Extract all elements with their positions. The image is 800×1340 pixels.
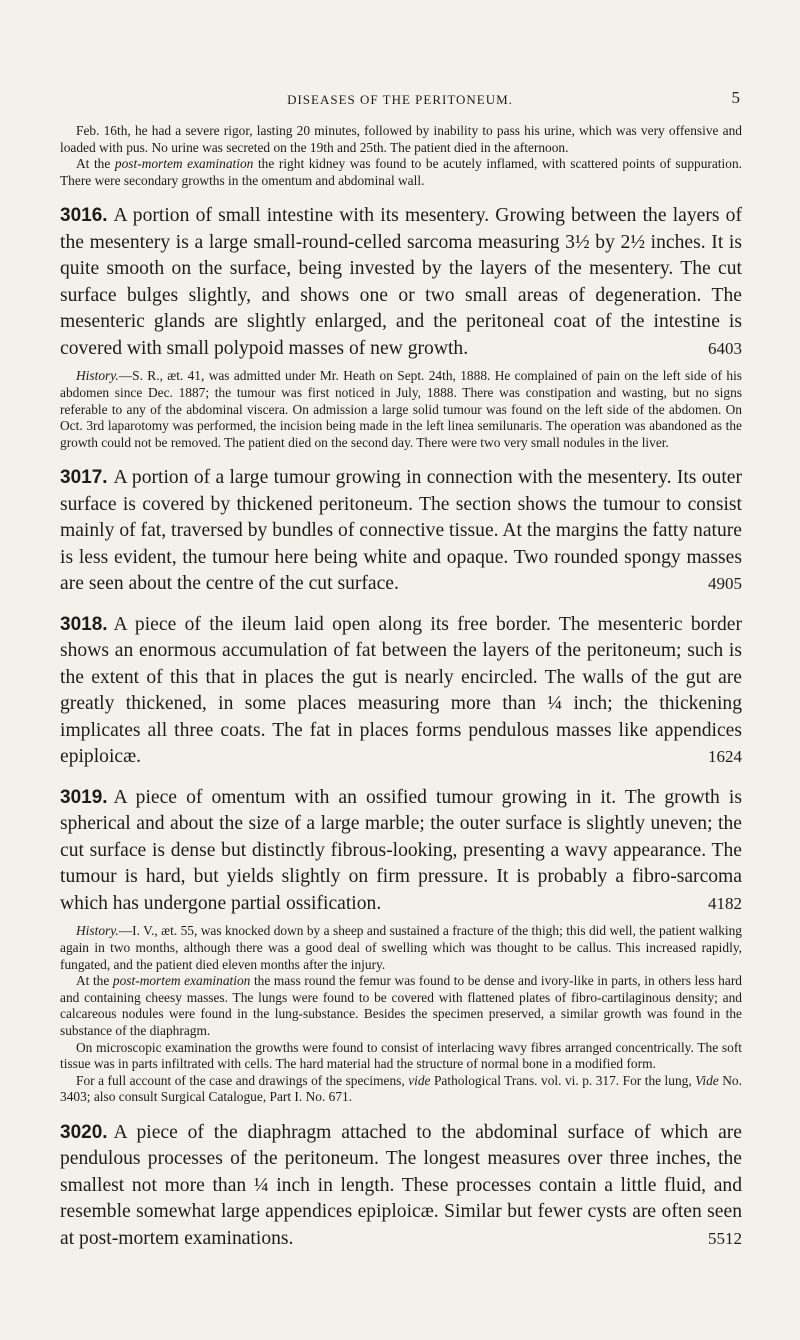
page-number: 5 <box>731 88 740 107</box>
pm-prefix: At the <box>76 973 110 989</box>
history-label: History. <box>76 923 119 939</box>
specimen-text: A portion of a large tumour growing in connection with the mesentery. Its outer surface is covered by thickened peritoneum. The section shows the tumour to consist mainly of fat, traversed by bundles of connective tissue. At the margins the fatty nature is less evident, the tumour here being white and opaque. Two rounded spongy masses are seen about the centre of the cut surface. <box>60 467 742 595</box>
ref-prefix: For a full account of the case and drawings of the specimens, <box>76 1072 405 1088</box>
specimen-number: 3020. <box>60 1121 108 1143</box>
catalogue-number: 5512 <box>708 1228 742 1248</box>
ref-mid: Pathological Trans. vol. vi. p. 317. For the lung, <box>433 1072 692 1088</box>
specimen-entry <box>60 203 742 451</box>
running-title: DISEASES OF THE PERITONEUM. <box>287 92 513 107</box>
specimen-number: 3018. <box>60 613 108 635</box>
specimen-entry <box>60 612 742 771</box>
specimen-text: A piece of the ileum laid open along its free border. The mesenteric border shows an enormous accumulation of fat between the layers of the peritoneum; such is the extent of this that in places the gut is nearly encircled. The walls of the gut are greatly thickened, in some places measuring more than ¼ inch; the thickening implicates all three coats. The fat in places forms pendulous masses like appendices epiploicæ. <box>60 613 742 768</box>
page-content <box>60 123 742 1252</box>
specimen-entry <box>60 1120 742 1253</box>
history-paragraph <box>60 923 742 973</box>
history-label: History. <box>76 368 119 384</box>
specimen-description <box>60 1120 742 1253</box>
ref-end: No. 3403; also consult Surgical Catalogue, Part I. No. 671. <box>60 1072 742 1105</box>
ref-vide-2: Vide <box>695 1072 719 1088</box>
reference-paragraph <box>60 1073 742 1106</box>
specimen-history <box>60 923 742 1106</box>
post-mortem-paragraph <box>60 973 742 1039</box>
specimen-description <box>60 465 742 598</box>
pm-italic: post-mortem examination <box>112 973 251 989</box>
intro-paragraph-2 <box>60 156 742 189</box>
specimen-number: 3019. <box>60 786 108 808</box>
microscopic-paragraph: On microscopic examination the growths were found to consist of interlacing wavy fibres arranged concentrically. The soft tissue was in parts infiltrated with cells. The hard material had the structure of normal bone in a modified form. <box>60 1039 742 1072</box>
intro-paragraph-1: Feb. 16th, he had a severe rigor, lasting 20 minutes, followed by inability to pass his urine, which was very offensive and loaded with pus. No urine was secreted on the 19th and 25th. The patient died in the afternoon. <box>60 123 742 155</box>
specimen-entry <box>60 465 742 598</box>
specimen-text: A piece of omentum with an ossified tumour growing in it. The growth is spherical and about the size of a large marble; the outer surface is slightly uneven; the cut surface is dense but distinctly fibrous-looking, presenting a wavy appearance. The tumour is hard, but yields slightly on firm pressure. It is probably a fibro-sarcoma which has undergone partial ossification. <box>60 786 742 914</box>
intro-prefix: At the <box>76 156 111 172</box>
catalogue-number: 4182 <box>708 893 742 913</box>
specimen-description <box>60 203 742 362</box>
history-text: —S. R., æt. 41, was admitted under Mr. Heath on Sept. 24th, 1888. He complained of pain on the left side of his abdomen since Dec. 1887; the tumour was first noticed in July, 1888. There was constipation and wasting, but no signs referable to any of the abdominal viscera. On admission a large solid tumour was found on the left side of the abdomen. On Oct. 3rd laparotomy was performed, the incision being made in the left linea semilunaris. The operation was abandoned as the growth could not be removed. The patient died on the second day. There were two very small nodules in the liver. <box>60 368 742 450</box>
specimen-number: 3016. <box>60 205 108 227</box>
specimen-entry <box>60 785 742 1106</box>
pm-rest: the mass round the femur was found to be dense and ivory-like in parts, in others less hard and containing cheesy masses. The lungs were found to be covered with flattened plates of fibro-cartilaginous density; and calcareous nodules were found in the lung-substance. Besides the specimen preserved, a similar growth was found in the substance of the diaphragm. <box>60 973 742 1038</box>
specimen-description <box>60 785 742 918</box>
specimen-description <box>60 612 742 771</box>
specimen-number: 3017. <box>60 467 108 489</box>
catalogue-number: 4905 <box>708 574 742 594</box>
continued-history <box>60 123 742 189</box>
catalogue-number: 6403 <box>708 338 742 358</box>
specimen-text: A portion of small intestine with its mesentery. Growing between the layers of the mesentery is a large small-round-celled sarcoma measuring 3½ by 2½ inches. It is quite smooth on the surface, being invested by the layers of the mesentery. The cut surface bulges slightly, and shows one or two small areas of degeneration. The mesenteric glands are slightly enlarged, and the peritoneal coat of the intestine is covered with small polypoid masses of new growth. <box>60 205 742 359</box>
history-text: —I. V., æt. 55, was knocked down by a sheep and sustained a fracture of the thigh; this did well, the patient walking again in two months, although there was a good deal of swelling which was thought to be callus. This increased rapidly, fungated, and the patient died eleven months after the injury. <box>60 923 742 972</box>
intro-rest: the right kidney was found to be acutely inflamed, with scattered points of suppuration. There were secondary growths in the omentum and abdominal wall. <box>60 156 742 188</box>
catalogue-number: 1624 <box>708 747 742 767</box>
intro-italic: post-mortem examination <box>114 156 254 172</box>
specimen-history <box>60 368 742 451</box>
ref-vide: vide <box>408 1072 431 1088</box>
specimen-text: A piece of the diaphragm attached to the abdominal surface of which are pendulous processes of the peritoneum. The longest measures over three inches, the smallest not more than ¼ inch in length. These processes contain a little fluid, and resemble somewhat large appendices epiploicæ. Similar but fewer cysts are often seen at post-mortem examinations. <box>60 1121 742 1249</box>
history-paragraph <box>60 368 742 451</box>
